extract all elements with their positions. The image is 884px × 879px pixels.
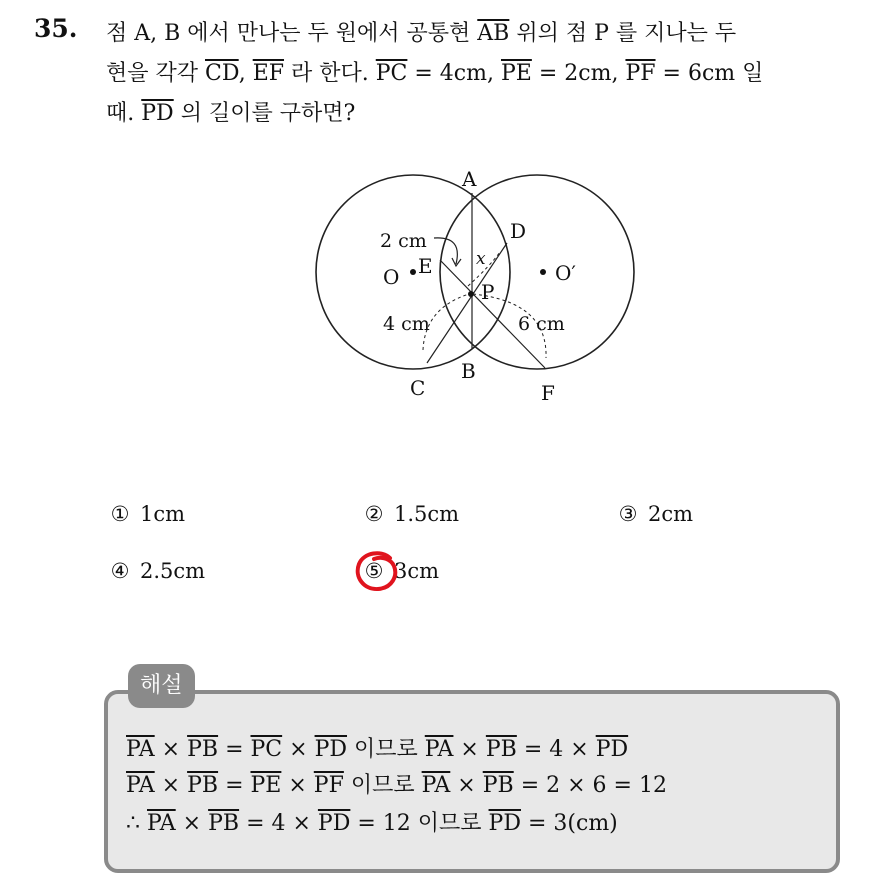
choice-5-text: 3cm — [394, 559, 440, 583]
point-o-prime — [540, 269, 546, 275]
question-line-3: 때. $\overline{PD}$ 의 길이를 구하면? — [106, 101, 356, 126]
solution-line-2: $\overline{PA} \times \overline{PB} = \overline{PE} \times \overline{PF}$ 이므로 $\overline{PA} \times \overline{PB} = 2 \times 6 = 12$ — [126, 773, 667, 798]
question-line-2: 현을 각각 $\overline{CD}$, $\overline{EF}$ 라 한다. $\overline{PC} = 4cm$, $\overline{PE} = 2cm$, $\overline{PF} = 6cm$ 일 — [106, 61, 764, 86]
question-number: 35. — [34, 14, 78, 43]
answer-circle-mark — [352, 548, 404, 596]
solution-line-1: $\overline{PA} \times \overline{PB} = \overline{PC} \times \overline{PD}$ 이므로 $\overline{PA} \times \overline{PB} = 4 \times \overline{PD}$ — [126, 737, 629, 762]
label-a: A — [462, 167, 477, 191]
choice-3-mark: ③ — [618, 502, 638, 526]
choice-4[interactable] — [108, 559, 205, 583]
solution-line-3: ∴ $\overline{PA} \times \overline{PB} = 4 \times \overline{PD} = 12$ 이므로 $\overline{PD} = 3(cm)$ — [126, 811, 618, 836]
question-line-1: 점 A, B 에서 만나는 두 원에서 공통현 $\overline{AB}$ 위의 점 P 를 지나는 두 — [106, 21, 737, 46]
label-x: x — [476, 249, 486, 269]
choice-1-mark: ① — [110, 502, 130, 526]
choice-4-mark: ④ — [110, 559, 130, 583]
label-b: B — [461, 359, 476, 383]
label-e: E — [418, 254, 433, 278]
point-o — [410, 269, 416, 275]
label-p: P — [481, 280, 495, 304]
choice-3-text: 2cm — [648, 502, 694, 526]
label-pe-length: 2 cm — [380, 230, 427, 252]
label-pc-length: 4 cm — [383, 313, 430, 335]
choice-5-mark: ⑤ — [364, 559, 384, 583]
label-d: D — [510, 219, 527, 243]
choice-2-text: 1.5cm — [394, 502, 460, 526]
choice-1[interactable] — [108, 502, 185, 526]
solution-tag: 해설 — [128, 664, 195, 708]
label-c: C — [410, 376, 426, 400]
label-pf-length: 6 cm — [518, 313, 565, 335]
chord-cd — [427, 243, 507, 363]
choice-2[interactable] — [362, 502, 459, 526]
brace-pe — [434, 238, 457, 264]
choice-4-text: 2.5cm — [140, 559, 206, 583]
choice-2-mark: ② — [364, 502, 384, 526]
label-o-prime: O′ — [555, 261, 576, 285]
circle-o-prime — [440, 175, 634, 369]
choice-1-text: 1cm — [140, 502, 186, 526]
brace-pc — [423, 294, 469, 350]
choice-3[interactable] — [616, 502, 693, 526]
label-o: O — [383, 265, 400, 289]
geometry-figure — [300, 160, 640, 410]
label-f: F — [541, 381, 555, 405]
